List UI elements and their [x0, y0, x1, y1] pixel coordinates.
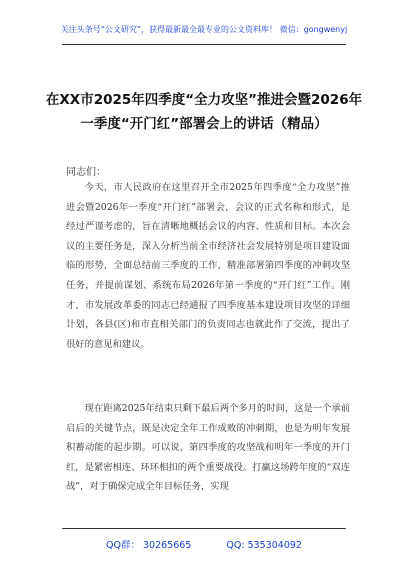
footer-qq-group: QQ群： 30265665	[106, 540, 192, 551]
footer-contact	[0, 537, 408, 551]
footer-divider	[62, 528, 346, 529]
body-paragraph-1: 今天，市人民政府在这里召开全市2025年四季度“全力攻坚”推进会暨2026年一季度“开门红”部署会，会议的正式名称和形式，是经过严谨考虑的，旨在清晰地概括会议的内容、性质和目标。本次会议的主要任务是，深入分析当前全市经济社会发展特别是项目建设面临的形势，全面总结前三季度的工作，精准部署第四季度的冲刺攻坚任务，并提前谋划、系统布局2026年第一季度的“开门红”工作。刚才，市发展改革委的同志已经通报了四季度基本建设项目攻坚的详细计划，各县(区)和市直相关部门的负责同志也就此作了交流，提出了很好的意见和建议。	[66, 182, 350, 350]
header-banner: 关注头条号“公文研究”，获得最新最全最专业的公文资料库！ 微信：gongwenyj	[60, 25, 348, 34]
document-title: 在XX市2025年四季度“全力攻坚”推进会暨2026年一季度“开门红”部署会上的讲话（精品）	[45, 92, 363, 132]
header-divider	[62, 44, 346, 45]
salutation: 同志们：	[66, 167, 106, 178]
footer-qq-number: QQ: 535304092	[226, 540, 302, 551]
body-paragraph-2: 现在距离2025年结束只剩下最后两个多月的时间，这是一个承前启后的关键节点，既是决定全年工作成败的冲刺期，也是为明年发展积蓄动能的起步期。可以说，第四季度的攻坚战和明年一季度的开门红，是紧密相连、环环相扣的两个重要战役。打赢这场跨年度的“双连战”，对于确保完成全年目标任务，实现	[66, 403, 350, 493]
